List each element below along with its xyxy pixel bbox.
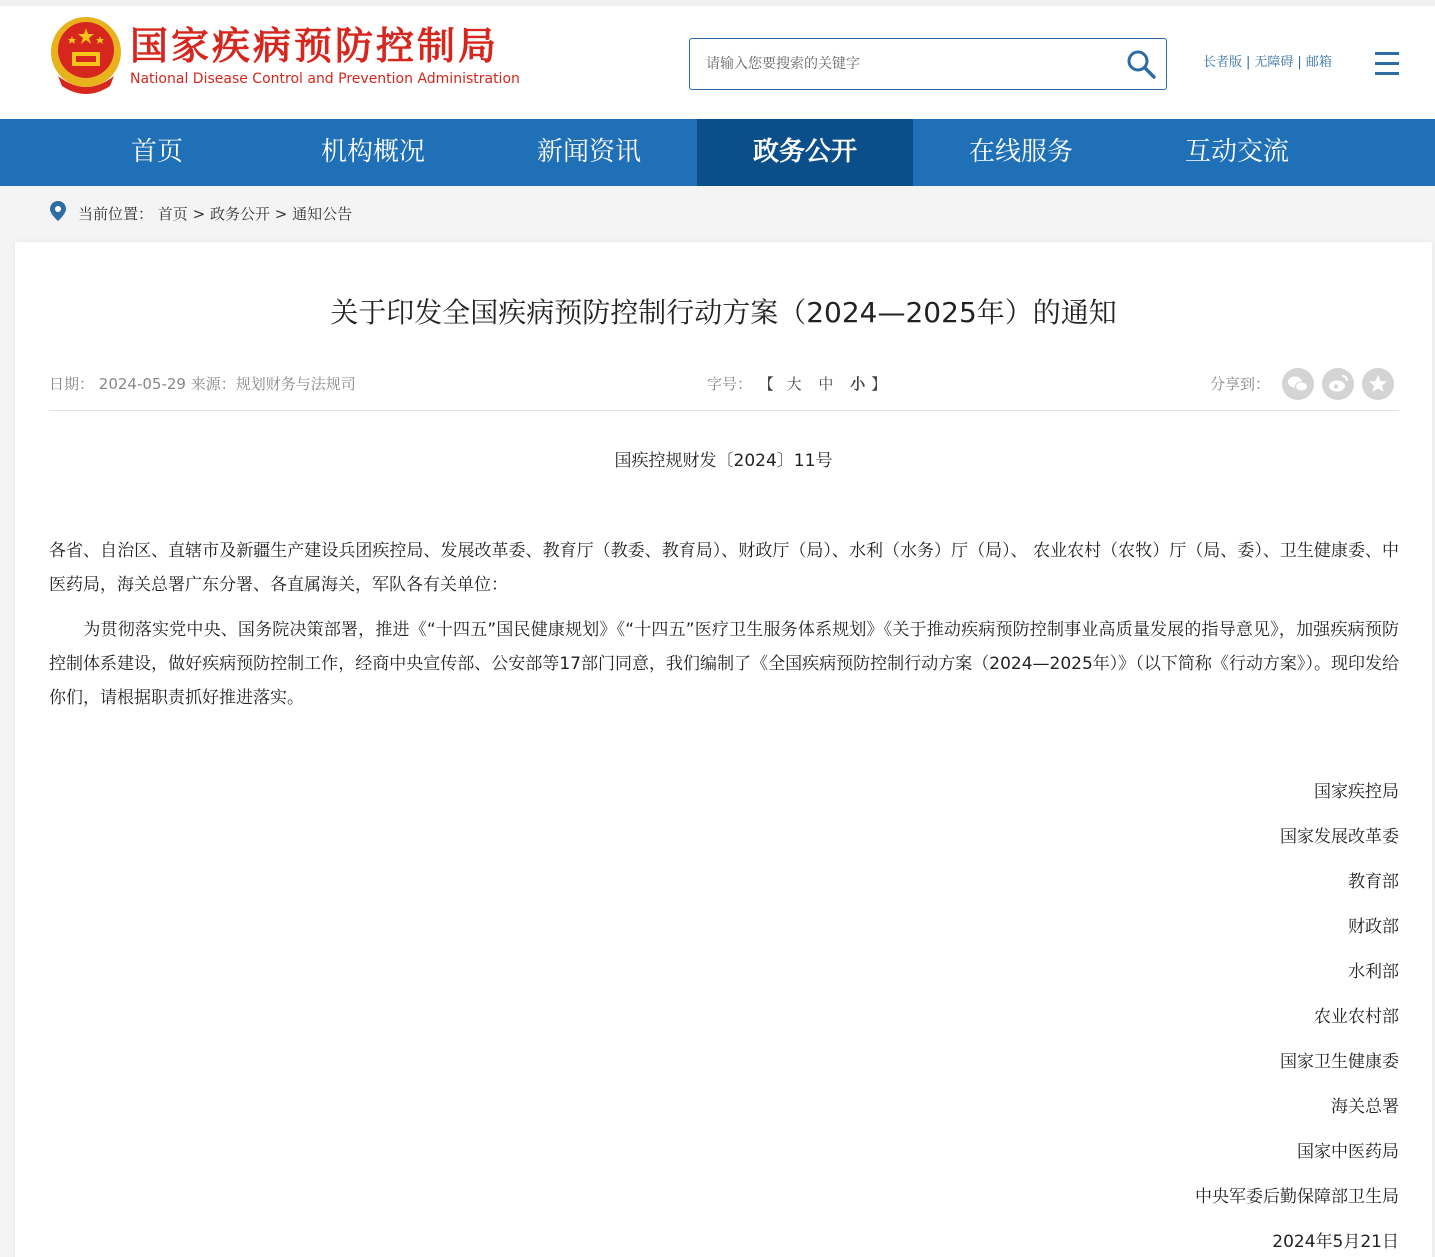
font-size-control: 字号： 【 大 中 小 】	[707, 375, 887, 393]
nav-item-government-affairs[interactable]: 政务公开	[697, 119, 913, 186]
document-number: 国疾控规财发〔2024〕11号	[614, 451, 833, 471]
accessibility-link[interactable]: 无障碍	[1254, 55, 1294, 70]
breadcrumb-home[interactable]: 首页	[157, 205, 188, 223]
nav-item-about[interactable]: 机构概况	[320, 137, 425, 167]
nav-item-home[interactable]: 首页	[130, 137, 183, 167]
breadcrumb-label: 当前位置：	[78, 205, 154, 223]
search-input[interactable]	[706, 51, 1106, 77]
article-source: 规划财务与法规司	[235, 375, 356, 393]
font-size-medium-button[interactable]: 中	[818, 375, 834, 393]
search-icon[interactable]	[1124, 47, 1158, 81]
wechat-icon[interactable]	[1282, 368, 1314, 400]
body-paragraph: 为贯彻落实党中央、国务院决策部署，推进《“十四五”国民健康规划》《“十四五”医疗卫生服务体系规划》《关于推动疾病预防控制事业高质量发展的指导意见》，加强疾病预防控制体系建设，做好疾病预防控制工作，经商中央宣传部、公安部等17部门同意，我们编制了《全国疾病预防控制行动方案（2024—2025年）》（以下简称《行动方案》）。现印发给你们，请根据职责抓好推进落实。	[49, 620, 1399, 708]
nav-item-interaction[interactable]: 互动交流	[1184, 137, 1289, 167]
weibo-icon[interactable]	[1322, 368, 1354, 400]
share-label: 分享到：	[1210, 375, 1271, 393]
breadcrumb-government-affairs[interactable]: 政务公开	[209, 205, 270, 223]
signatory: 国家中医药局	[1297, 1142, 1399, 1162]
signatory: 农业农村部	[1314, 1007, 1399, 1027]
logo-title-en[interactable]: National Disease Control and Prevention Administration	[130, 71, 520, 87]
nav-item-online-services[interactable]: 在线服务	[968, 137, 1073, 167]
breadcrumb-notices[interactable]: 通知公告	[292, 205, 353, 223]
mailbox-link[interactable]: 邮箱	[1305, 55, 1332, 70]
signatory: 国家发展改革委	[1280, 827, 1399, 847]
article-meta: 日期： 2024-05-29 来源：规划财务与法规司 字号： 【 大 中 小 】 分享到：	[49, 370, 1399, 400]
signatory: 财政部	[1348, 917, 1399, 937]
signatory: 中央军委后勤保障部卫生局	[1195, 1187, 1399, 1207]
signatory: 国家卫生健康委	[1280, 1052, 1399, 1072]
site-header	[0, 6, 1435, 119]
article-title: 关于印发全国疾病预防控制行动方案（2024—2025年）的通知	[330, 296, 1117, 329]
addressee-paragraph: 各省、自治区、直辖市及新疆生产建设兵团疾控局、发展改革委、教育厅（教委、教育局）、财政厅（局）、水利（水务）厅（局）、 农业农村（农牧）厅（局、委）、卫生健康委、中医药局，海关总署广东分署、各直属海关，军队各有关单位：	[49, 541, 1399, 595]
font-size-large-button[interactable]: 大	[786, 375, 802, 393]
location-pin-icon	[48, 200, 68, 222]
utility-links: 长者版 | 无障碍 | 邮箱	[1203, 55, 1332, 70]
signatory-list	[999, 770, 1399, 1257]
menu-icon[interactable]	[1375, 52, 1401, 78]
sign-date: 2024年5月21日	[1272, 1232, 1399, 1252]
elder-version-link[interactable]: 长者版	[1203, 55, 1243, 70]
favorite-star-icon[interactable]	[1362, 368, 1394, 400]
main-nav	[0, 119, 1435, 186]
publish-date: 2024-05-29	[98, 375, 186, 393]
font-size-small-button[interactable]: 小	[850, 375, 866, 393]
logo-title-cn[interactable]: 国家疾病预防控制局	[130, 24, 500, 68]
signatory: 水利部	[1348, 962, 1399, 982]
share-bar	[1210, 370, 1270, 398]
national-emblem-icon	[48, 14, 124, 94]
signatory: 国家疾控局	[1314, 782, 1399, 802]
search-box	[689, 38, 1167, 90]
signatory: 海关总署	[1331, 1097, 1399, 1117]
article-card	[15, 242, 1432, 1257]
meta-divider	[49, 410, 1399, 411]
signatory: 教育部	[1348, 872, 1399, 892]
nav-item-news[interactable]: 新闻资讯	[536, 137, 641, 167]
